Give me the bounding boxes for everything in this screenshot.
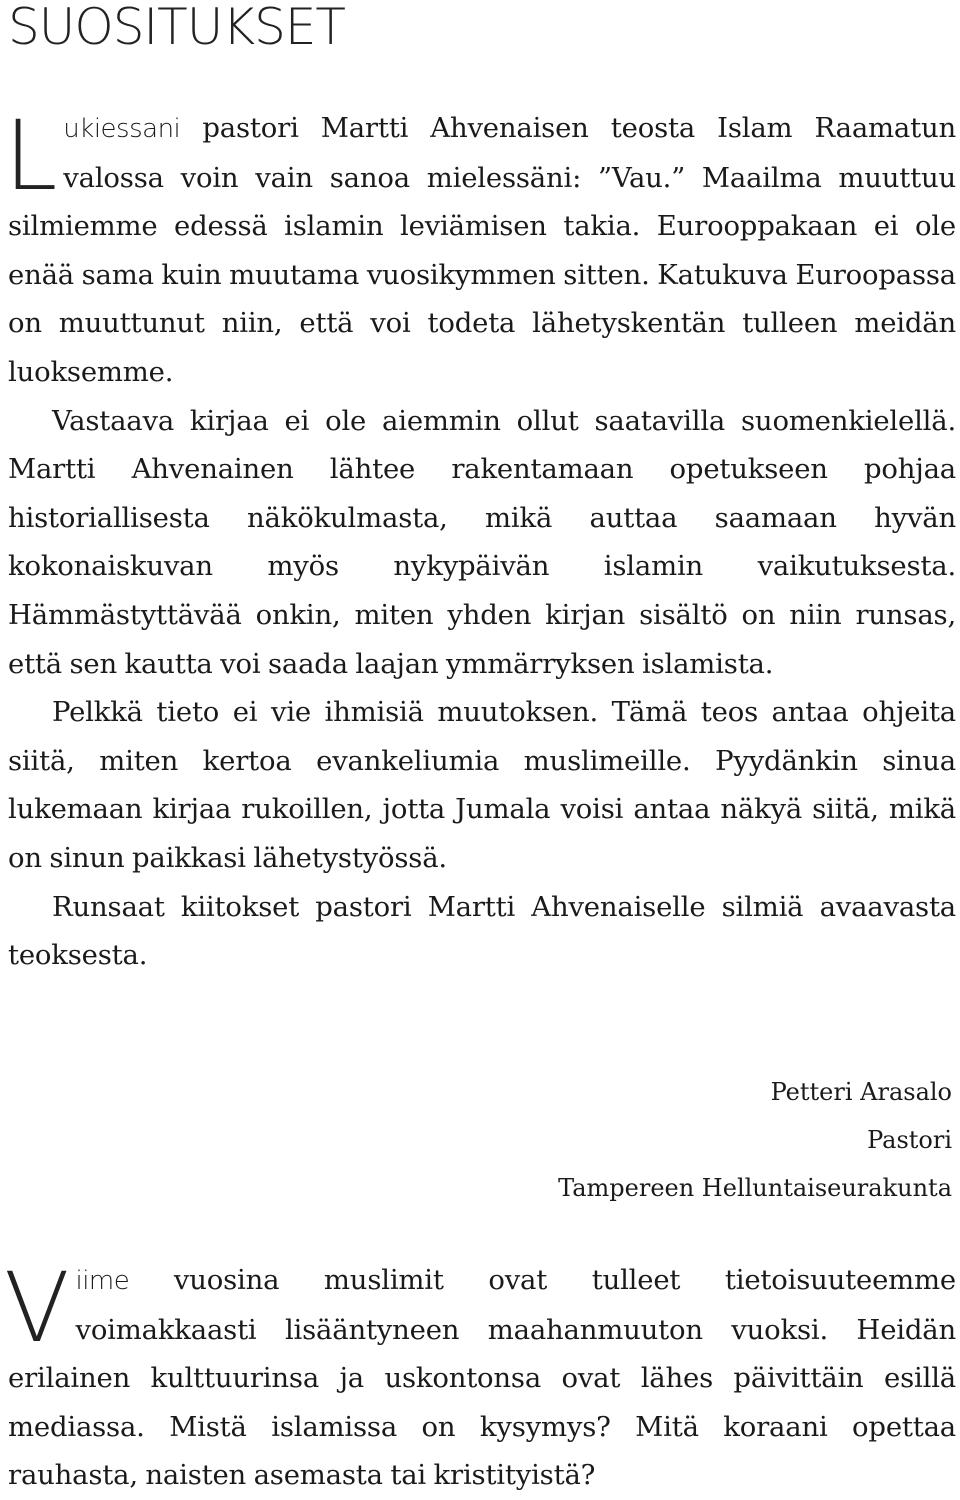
page — [4, 0, 956, 1492]
letter1-drop-cap: L — [4, 100, 58, 212]
letter1-paragraph-3: Pelkkä tieto ei vie ihmisiä muutoksen. Tämä teos antaa ohjeita siitä, miten kertoa evankeliumia muslimeille. Pyydänkin sinua lukemaan kirjaa rukoillen, jotta Jumala voisi antaa näkyä siitä, mikä on sinun paikkasi lähetystyössä. — [8, 696, 956, 874]
letter2-lead-word: iime — [75, 1266, 130, 1296]
signature-name: Petteri Arasalo — [770, 1078, 952, 1106]
letter1-paragraph-1-text: pastori Martti Ahvenaisen teosta Islam Raamatun valossa voin vain sanoa mielessäni: ”Vau.” Maailma muuttuu silmiemme edessä islamin leviämisen takia. Eurooppakaan ei ole enää sama kuin muutama vuosikymmen sitten. Katukuva Euroopassa on muuttunut niin, että voi todeta lähetyskentän tulleen meidän luoksemme. — [8, 112, 956, 388]
recommendation-letter-1 — [4, 100, 956, 980]
signature-block-1 — [558, 1068, 952, 1212]
page-heading: SUOSITUKSET — [8, 0, 345, 56]
letter2-paragraph-1-text: vuosina muslimit ovat tulleet tietoisuuteemme voimakkaasti lisääntyneen maahanmuuton vuoksi. Heidän erilainen kulttuurinsa ja uskontonsa ovat lähes päivittäin esillä mediassa. Mistä islamissa on kysymys? Mitä koraani opettaa rauhasta, naisten asemasta tai kristityistä? — [8, 1264, 956, 1492]
letter1-paragraph-1 — [4, 100, 956, 397]
signature-organization: Tampereen Helluntaiseurakunta — [558, 1174, 952, 1202]
letter2-paragraph-1 — [4, 1252, 956, 1500]
letter1-paragraph-2: Vastaava kirjaa ei ole aiemmin ollut saatavilla suomenkielellä. Martti Ahvenainen lähtee rakentamaan opetukseen pohjaa historiallisesta näkökulmasta, mikä auttaa saamaan hyvän kokonaiskuvan myös nykypäivän islamin vaikutuksesta. Hämmästyttävää onkin, miten yhden kirjan sisältö on niin runsas, että sen kautta voi saada laajan ymmärryksen islamista. — [8, 404, 956, 680]
letter1-paragraph-4: Runsaat kiitokset pastori Martti Ahvenaiselle silmiä avaavasta teoksesta. — [8, 890, 956, 972]
letter1-lead-word: ukiessani — [63, 114, 181, 144]
letter2-drop-cap: V — [4, 1252, 70, 1364]
recommendation-letter-2 — [4, 1252, 956, 1500]
signature-title: Pastori — [867, 1126, 952, 1154]
